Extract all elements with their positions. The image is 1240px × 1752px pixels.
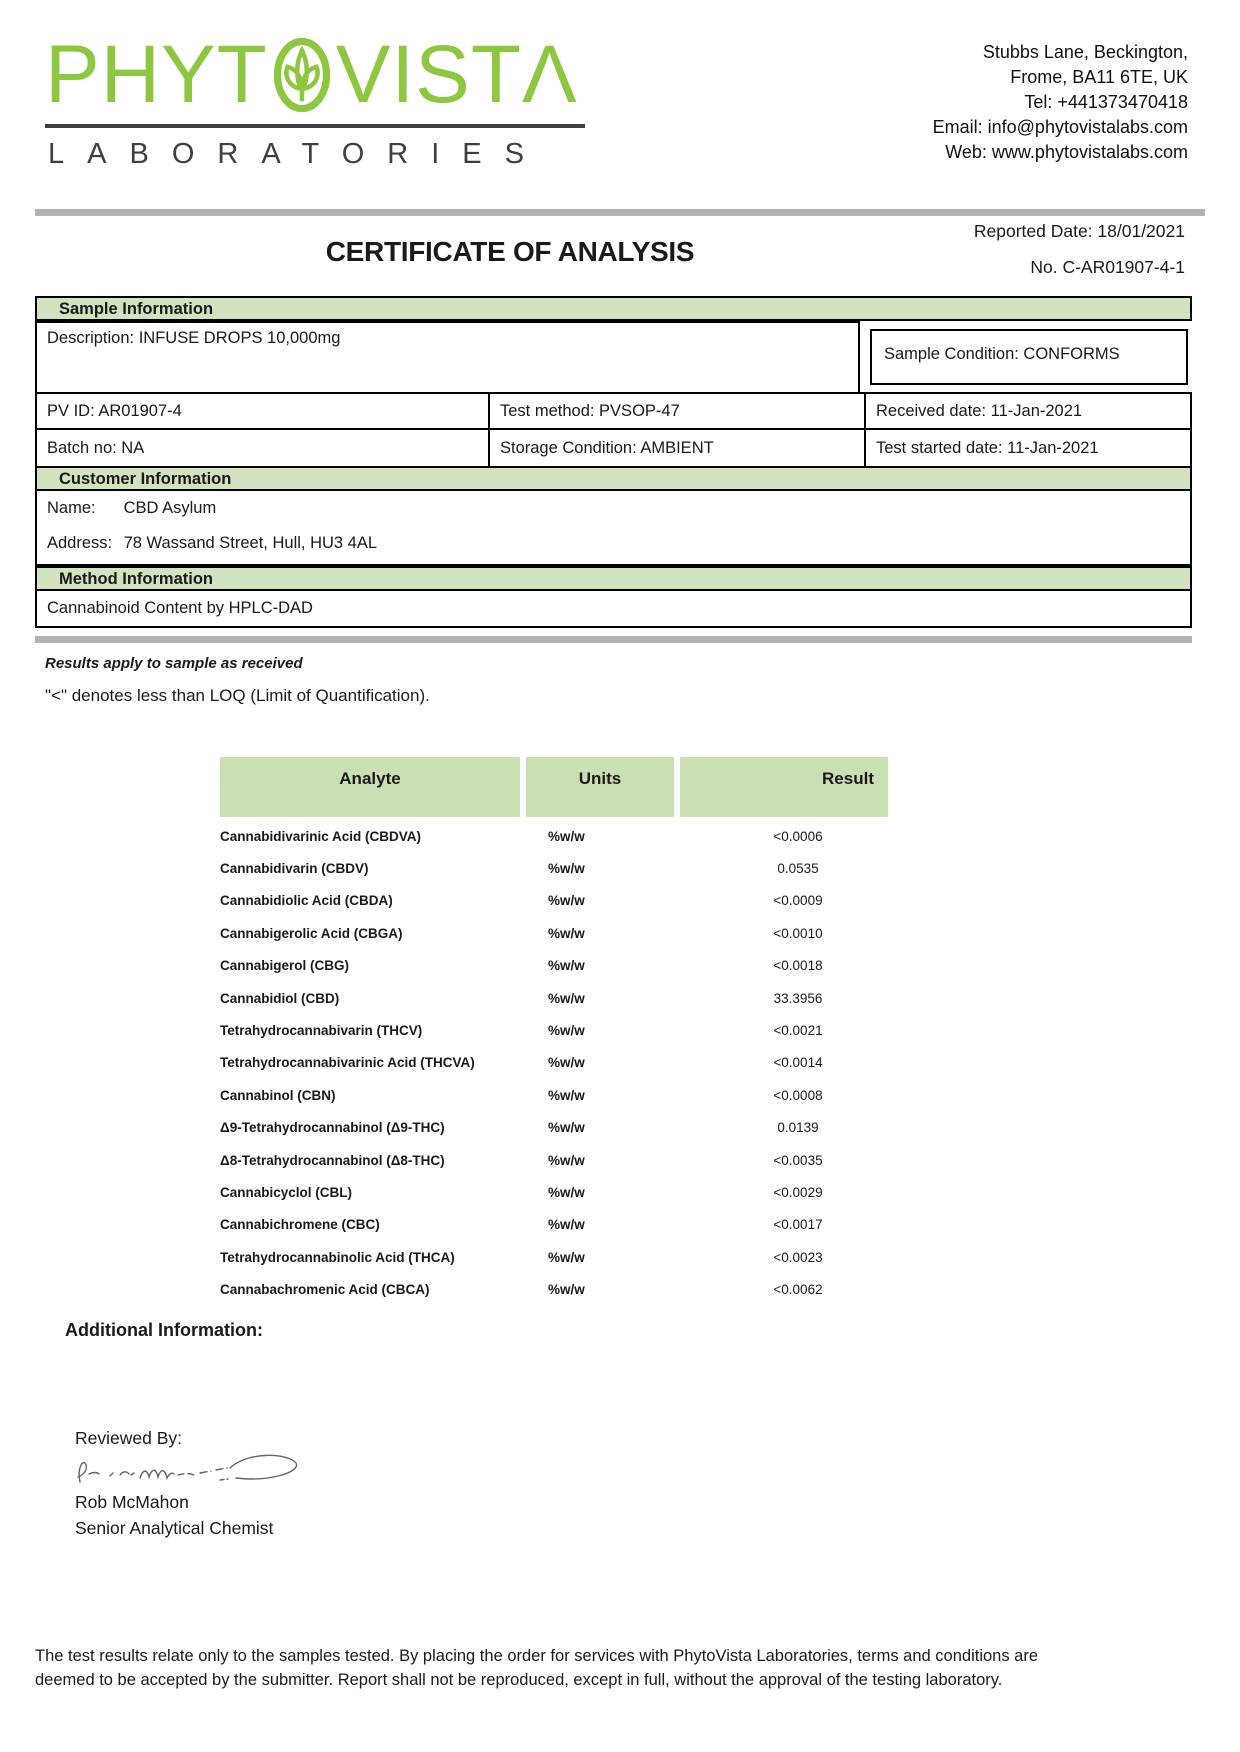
units-cell: %w/w (548, 925, 585, 941)
analyte-cell: Tetrahydrocannabivarin (THCV) (220, 1023, 423, 1039)
footer-line-1: The test results relate only to the samples tested. By placing the order for services with PhytoVista Laboratories, terms and conditions are (35, 1647, 1039, 1665)
customer-info-cell (35, 489, 1192, 566)
signature-icon (70, 1444, 305, 1492)
additional-information-heading: Additional Information: (65, 1320, 263, 1340)
units-cell: %w/w (548, 1152, 585, 1168)
analyte-cell: Cannabachromenic Acid (CBCA) (220, 1282, 430, 1298)
footer-line-2: deemed to be accepted by the submitter. Report shall not be reproduced, except in full, without the approval of the testing laboratory. (35, 1670, 1003, 1689)
table-row (220, 1079, 888, 1111)
result-cell: 0.0535 (777, 861, 819, 877)
logo-subtitle: LABORATORIES (48, 138, 547, 170)
table-row (220, 1112, 888, 1144)
table-row (220, 982, 888, 1014)
result-cell: <0.0035 (773, 1152, 823, 1168)
analyte-cell: Cannabinol (CBN) (220, 1087, 336, 1103)
units-cell: %w/w (548, 1184, 585, 1200)
analyte-cell: Tetrahydrocannabivarinic Acid (THCVA) (220, 1055, 475, 1071)
result-cell: <0.0062 (773, 1282, 823, 1298)
sample-condition-cell: Sample Condition: CONFORMS (870, 329, 1188, 385)
page-title: CERTIFICATE OF ANALYSIS (325, 236, 695, 267)
company-logo (45, 29, 585, 171)
results-table (220, 757, 888, 1306)
contact-phone: Tel: +441373470418 (1024, 92, 1188, 112)
customer-name-value: CBD Asylum (123, 499, 217, 517)
result-cell: <0.0008 (773, 1087, 823, 1103)
section-header-method-information: Method Information (35, 566, 1192, 591)
table-row (220, 885, 888, 917)
units-cell: %w/w (548, 1249, 585, 1265)
contact-address-line-1: Stubbs Lane, Beckington, (982, 42, 1188, 62)
units-cell: %w/w (548, 1217, 585, 1233)
table-row (220, 1176, 888, 1208)
customer-address-line (47, 534, 1180, 553)
column-header-result: Result (680, 757, 888, 817)
received-date-cell: Received date: 11-Jan-2021 (864, 392, 1192, 430)
result-cell: <0.0014 (773, 1055, 823, 1071)
table-row (220, 1241, 888, 1273)
analyte-cell: Cannabidivarin (CBDV) (220, 861, 369, 877)
units-cell: %w/w (548, 1120, 585, 1136)
column-header-units: Units (526, 757, 674, 817)
units-cell: %w/w (548, 893, 585, 909)
units-cell: %w/w (548, 958, 585, 974)
footer-disclaimer (35, 1645, 1200, 1692)
analyte-cell: Cannabicyclol (CBL) (220, 1184, 353, 1200)
analyte-cell: Cannabidiolic Acid (CBDA) (220, 893, 393, 909)
logo-text-suffix: VISTΛ (335, 29, 578, 120)
customer-address-value: 78 Wassand Street, Hull, HU3 4AL (123, 534, 378, 552)
analyte-cell: Δ8-Tetrahydrocannabinol (Δ8-THC) (220, 1152, 445, 1168)
loq-note: "<" denotes less than LOQ (Limit of Quantification). (45, 686, 430, 705)
logo-divider-line (45, 124, 585, 128)
report-number: No. C-AR01907-4-1 (1030, 257, 1185, 277)
analyte-cell: Cannabigerolic Acid (CBGA) (220, 925, 403, 941)
units-cell: %w/w (548, 990, 585, 1006)
result-cell: <0.0006 (773, 828, 823, 844)
units-cell: %w/w (548, 1023, 585, 1039)
result-cell: <0.0010 (773, 925, 823, 941)
pv-id-cell: PV ID: AR01907-4 (35, 392, 490, 430)
contact-address-line-2: Frome, BA11 6TE, UK (1010, 67, 1188, 87)
units-cell: %w/w (548, 1087, 585, 1103)
result-cell: <0.0021 (773, 1023, 823, 1039)
reviewer-role: Senior Analytical Chemist (75, 1518, 274, 1538)
customer-address-label: Address: (47, 534, 113, 552)
results-disclaimer-note: Results apply to sample as received (45, 655, 303, 672)
results-table-body (220, 820, 888, 1306)
result-cell: 33.3956 (773, 990, 823, 1006)
reviewer-name: Rob McMahon (75, 1492, 189, 1512)
method-section-divider-bar (35, 636, 1192, 643)
analyte-cell: Cannabigerol (CBG) (220, 958, 350, 974)
test-started-date-cell: Test started date: 11-Jan-2021 (864, 428, 1192, 468)
result-cell: 0.0139 (777, 1120, 819, 1136)
customer-name-label: Name: (47, 499, 96, 517)
result-cell: <0.0029 (773, 1184, 823, 1200)
logo-wordmark (45, 29, 585, 120)
column-header-analyte: Analyte (220, 757, 520, 817)
customer-name-line (47, 499, 1180, 518)
storage-condition-cell: Storage Condition: AMBIENT (488, 428, 866, 468)
contact-email: Email: info@phytovistalabs.com (932, 117, 1188, 137)
section-header-sample-information: Sample Information (35, 296, 1192, 321)
units-cell: %w/w (548, 828, 585, 844)
result-cell: <0.0009 (773, 893, 823, 909)
logo-text-prefix: PHYT (45, 29, 268, 120)
table-row (220, 852, 888, 884)
leaf-in-o-icon (273, 35, 331, 115)
test-method-cell: Test method: PVSOP-47 (488, 392, 866, 430)
table-row (220, 1273, 888, 1305)
reviewed-by-label: Reviewed By: (75, 1428, 182, 1448)
analyte-cell: Cannabidiol (CBD) (220, 990, 340, 1006)
analyte-cell: Δ9-Tetrahydrocannabinol (Δ9-THC) (220, 1120, 445, 1136)
analyte-cell: Cannabichromene (CBC) (220, 1217, 380, 1233)
result-cell: <0.0017 (773, 1217, 823, 1233)
units-cell: %w/w (548, 1055, 585, 1071)
method-cell: Cannabinoid Content by HPLC-DAD (35, 589, 1192, 628)
units-cell: %w/w (548, 1282, 585, 1298)
units-cell: %w/w (548, 861, 585, 877)
result-cell: <0.0018 (773, 958, 823, 974)
batch-no-cell: Batch no: NA (35, 428, 490, 468)
analyte-cell: Cannabidivarinic Acid (CBDVA) (220, 828, 422, 844)
table-row (220, 950, 888, 982)
sample-description-cell: Description: INFUSE DROPS 10,000mg (35, 321, 860, 394)
lab-contact-info (933, 40, 1188, 165)
table-row (220, 1047, 888, 1079)
result-cell: <0.0023 (773, 1249, 823, 1265)
table-row (220, 1144, 888, 1176)
table-row (220, 1209, 888, 1241)
table-row (220, 820, 888, 852)
table-row (220, 1014, 888, 1046)
reported-date: Reported Date: 18/01/2021 (973, 221, 1185, 241)
contact-web: Web: www.phytovistalabs.com (945, 142, 1188, 162)
header-divider-bar (35, 209, 1205, 216)
section-header-customer-information: Customer Information (35, 466, 1192, 491)
analyte-cell: Tetrahydrocannabinolic Acid (THCA) (220, 1249, 455, 1265)
table-row (220, 917, 888, 949)
results-table-header (220, 757, 888, 817)
